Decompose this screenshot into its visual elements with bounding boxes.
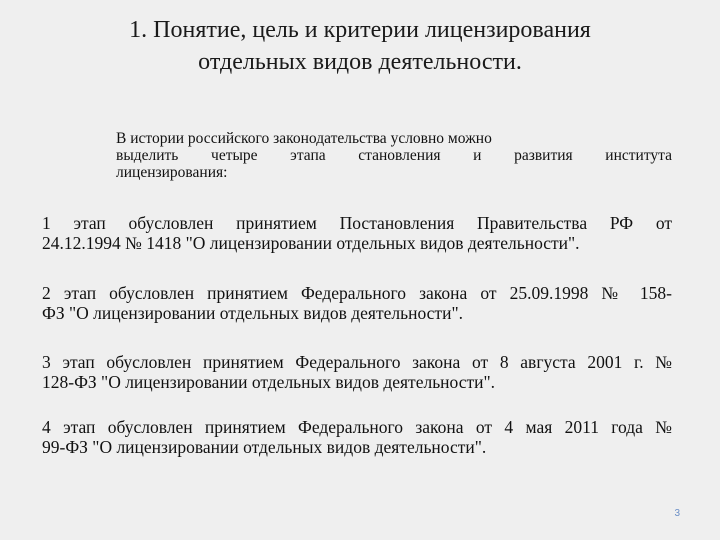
stage-2-line-2: ФЗ "О лицензировании отдельных видов деятельности". — [42, 303, 463, 323]
stage-1-line-1: 1 этап обусловлен принятием Постановления Правительства РФ от — [42, 213, 672, 233]
stage-2-paragraph — [42, 283, 672, 323]
stage-2-line-1: 2 этап обусловлен принятием Федерального закона от 25.09.1998 № 158- — [42, 283, 672, 303]
stage-3-line-1: 3 этап обусловлен принятием Федерального закона от 8 августа 2001 г. № — [42, 352, 672, 372]
intro-paragraph — [42, 130, 672, 181]
stage-1-paragraph — [42, 213, 672, 253]
intro-line-2: выделить четыре этапа становления и развития института — [116, 147, 672, 164]
stage-4-line-1: 4 этап обусловлен принятием Федерального закона от 4 мая 2011 года № — [42, 417, 672, 437]
slide-title-line-2: отдельных видов деятельности. — [198, 49, 522, 75]
stage-4-paragraph — [42, 417, 672, 457]
stage-3-paragraph — [42, 352, 672, 392]
page-number: 3 — [674, 508, 680, 519]
intro-line-3: лицензирования: — [116, 164, 228, 181]
slide-title-line-1: 1. Понятие, цель и критерии лицензирования — [129, 17, 591, 43]
intro-line-1: В истории российского законодательства условно можно — [116, 130, 492, 147]
slide-body — [42, 130, 672, 457]
slide-title — [40, 14, 680, 78]
stage-4-line-2: 99-ФЗ "О лицензировании отдельных видов деятельности". — [42, 437, 487, 457]
stage-3-line-2: 128-ФЗ "О лицензировании отдельных видов деятельности". — [42, 372, 496, 392]
stage-1-line-2: 24.12.1994 № 1418 "О лицензировании отдельных видов деятельности". — [42, 233, 580, 253]
